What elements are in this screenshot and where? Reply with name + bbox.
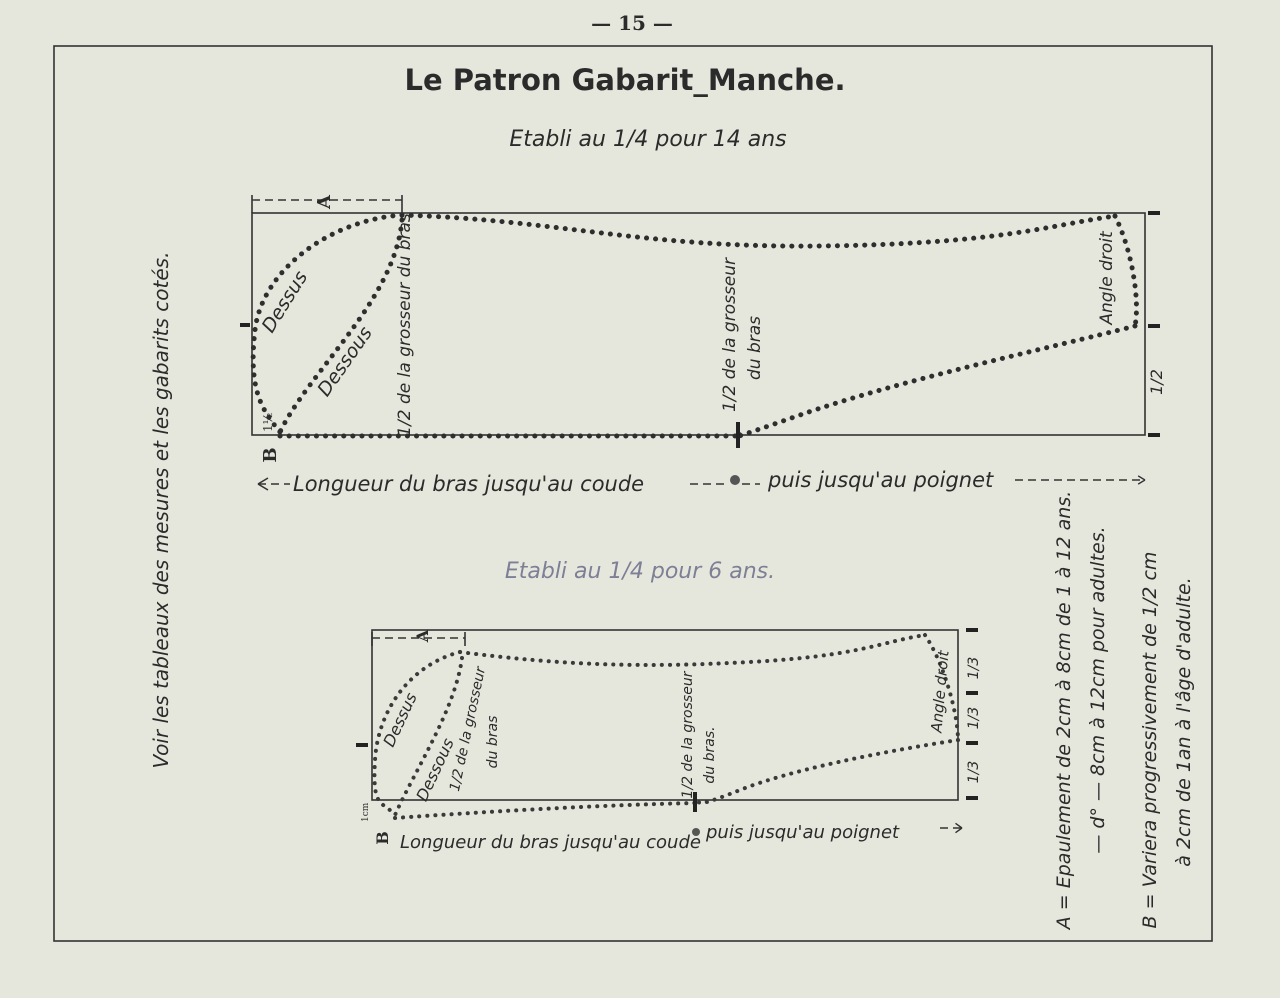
label-dessus-6: Dessus (379, 689, 421, 750)
label-grosseur-left-6-a: 1/2 de la grosseur (447, 665, 490, 793)
label-angle-14: Angle droit (1097, 231, 1117, 325)
label-dessous-6: Dessous (412, 735, 458, 805)
label-b-6: B (373, 831, 392, 845)
diagram-6-years (356, 629, 982, 853)
label-third-6-b: 1/3 (966, 706, 982, 730)
label-poignet-14: puis jusqu'au poignet (768, 468, 994, 492)
legend-b-line1: B = Variera progressivement de 1/2 cm (1139, 551, 1161, 929)
label-third-6-a: 1/3 (966, 656, 982, 680)
diagram-14-years (240, 194, 1166, 496)
sleeve-frame-14 (252, 213, 1145, 435)
legend (1053, 491, 1195, 932)
wrist-curve-14 (736, 326, 1135, 437)
sleeve-cap-curve-6 (460, 635, 925, 665)
label-longueur-6: Longueur du bras jusqu'au coude (400, 832, 701, 853)
label-b-size-14: 1½ (261, 412, 275, 432)
label-grosseur-mid-14-b: du bras (745, 315, 765, 381)
wrist-curve-6 (695, 740, 958, 803)
label-grosseur-left-14: 1/2 de la grosseur du bras (395, 213, 415, 437)
legend-a-line1: A = Epaulement de 2cm à 8cm de 1 à 12 ans. (1053, 490, 1075, 930)
label-grosseur-mid-6-a: 1/2 de la grosseur (680, 671, 696, 799)
label-half-14: 1/2 (1147, 369, 1166, 395)
subtitle-14: Etabli au 1/4 pour 14 ans (509, 127, 787, 152)
label-angle-6: Angle droit (927, 649, 953, 734)
label-longueur-14: Longueur du bras jusqu'au coude (293, 472, 645, 496)
legend-b-line2: à 2cm de 1an à l'âge d'adulte. (1173, 577, 1195, 867)
label-grosseur-mid-6-b: du bras. (702, 726, 718, 784)
dessous-curve-14 (280, 220, 402, 432)
page-title: Le Patron Gabarit_Manche. (404, 63, 846, 97)
page-number: — 15 — (591, 11, 673, 35)
legend-a-line2: — d° — 8cm à 12cm pour adultes. (1087, 526, 1109, 854)
subtitle-6: Etabli au 1/4 pour 6 ans. (504, 559, 776, 584)
label-grosseur-mid-14-a: 1/2 de la grosseur (720, 257, 740, 413)
label-dessus-14: Dessus (257, 267, 313, 337)
label-cm-6: 1cm (361, 802, 371, 822)
label-third-6-c: 1/3 (966, 760, 982, 784)
sleeve-cap-curve-14 (402, 215, 1115, 246)
label-poignet-6: puis jusqu'au poignet (706, 822, 900, 843)
side-note: Voir les tableaux des mesures et les gabarits cotés. (149, 251, 173, 769)
label-a-6: A (413, 629, 432, 643)
underarm-line-6 (395, 803, 695, 818)
label-b-14: B (260, 447, 281, 463)
label-dessous-14: Dessous (313, 322, 377, 401)
label-grosseur-left-6-b: du bras (485, 715, 501, 769)
label-a-14: A (314, 195, 335, 209)
